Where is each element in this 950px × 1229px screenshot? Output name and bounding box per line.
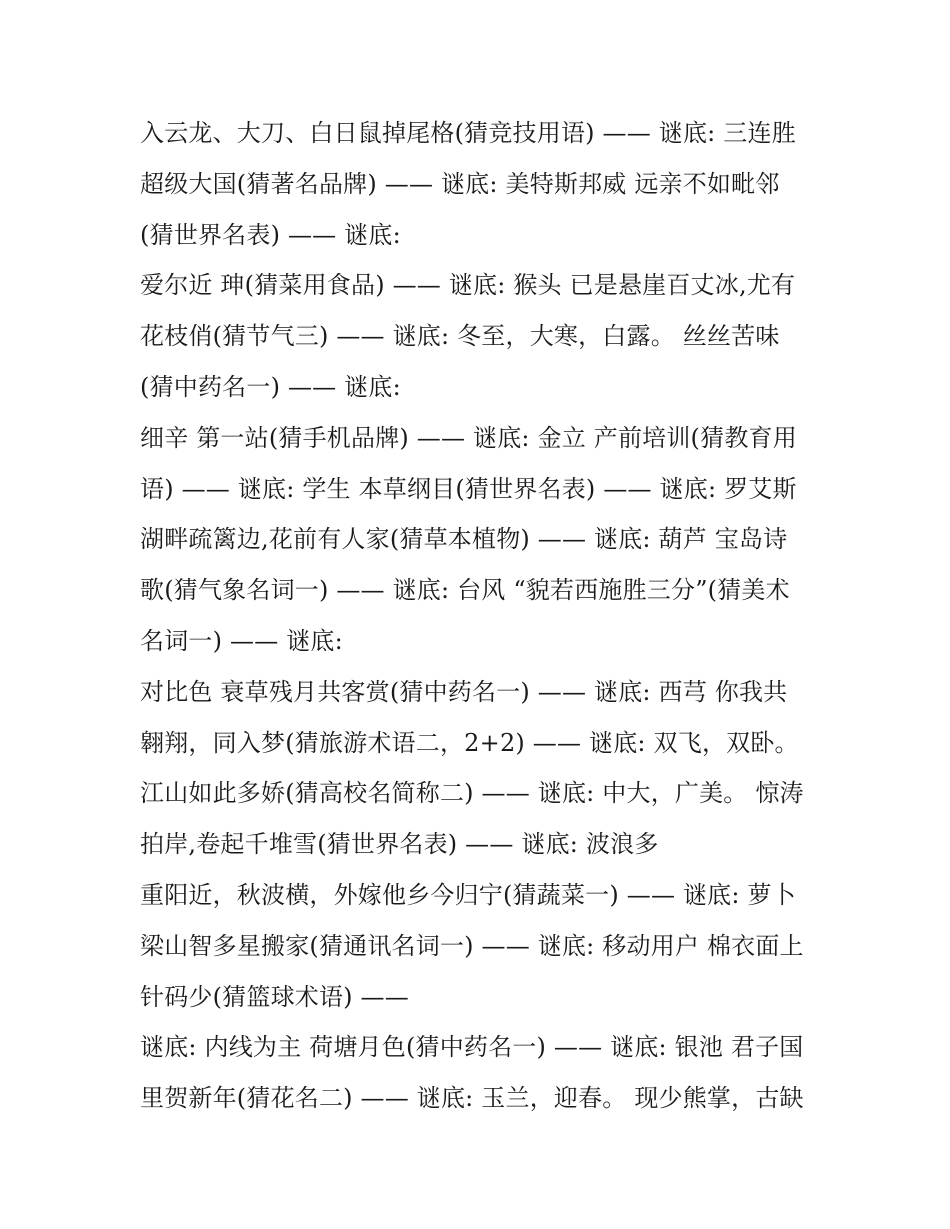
text-line: 江山如此多娇(猜高校名简称二) —— 谜底: 中大，广美。 惊涛 xyxy=(140,779,804,808)
text-line: 细辛 第一站(猜手机品牌) —— 谜底: 金立 产前培训(猜教育用 xyxy=(140,423,797,452)
text-line: 湖畔疏篱边,花前有人家(猜草本植物) —— 谜底: 葫芦 宝岛诗 xyxy=(140,525,788,554)
text-line: (猜中药名一) —— 谜底: xyxy=(140,372,401,401)
text-line: 名词一) —— 谜底: xyxy=(140,626,343,655)
text-line: 花枝俏(猜节气三) —— 谜底: 冬至，大寒，白露。 丝丝苦味 xyxy=(140,322,780,351)
text-line: 拍岸,卷起千堆雪(猜世界名表) —— 谜底: 波浪多 xyxy=(140,830,659,859)
text-line: 入云龙、大刀、白日鼠掉尾格(猜竞技用语) —— 谜底: 三连胜 xyxy=(140,119,796,147)
text-line: (猜世界名表) —— 谜底: xyxy=(140,220,401,249)
text-line: 梁山智多星搬家(猜通讯名词一) —— 谜底: 移动用户 棉衣面上 xyxy=(140,931,804,960)
text-line: 语) —— 谜底: 学生 本草纲目(猜世界名表) —— 谜底: 罗艾斯 xyxy=(140,474,797,503)
text-line: 针码少(猜篮球术语) —— xyxy=(140,982,409,1011)
text-line: 谜底: 内线为主 荷塘月色(猜中药名一) —— 谜底: 银池 君子国 xyxy=(140,1033,804,1062)
text-line: 超级大国(猜著名品牌) —— 谜底: 美特斯邦威 远亲不如毗邻 xyxy=(140,169,780,198)
text-line: 爱尔近 珅(猜菜用食品) —— 谜底: 猴头 已是悬崖百丈冰,尤有 xyxy=(140,271,796,300)
text-line: 里贺新年(猜花名二) —— 谜底: 玉兰，迎春。 现少熊掌，古缺 xyxy=(140,1084,804,1113)
riddle-text-block xyxy=(140,108,830,1124)
text-line: 对比色 衰草残月共客赏(猜中药名一) —— 谜底: 西芎 你我共 xyxy=(140,677,788,706)
text-line: 翱翔，同入梦(猜旅游术语二，2+2) —— 谜底: 双飞，双卧。 xyxy=(140,728,799,757)
text-line: 歌(猜气象名词一) —— 谜底: 台风 “貌若西施胜三分”(猜美术 xyxy=(140,576,790,605)
text-line: 重阳近，秋波横，外嫁他乡今归宁(猜蔬菜一) —— 谜底: 萝卜 xyxy=(140,880,796,909)
